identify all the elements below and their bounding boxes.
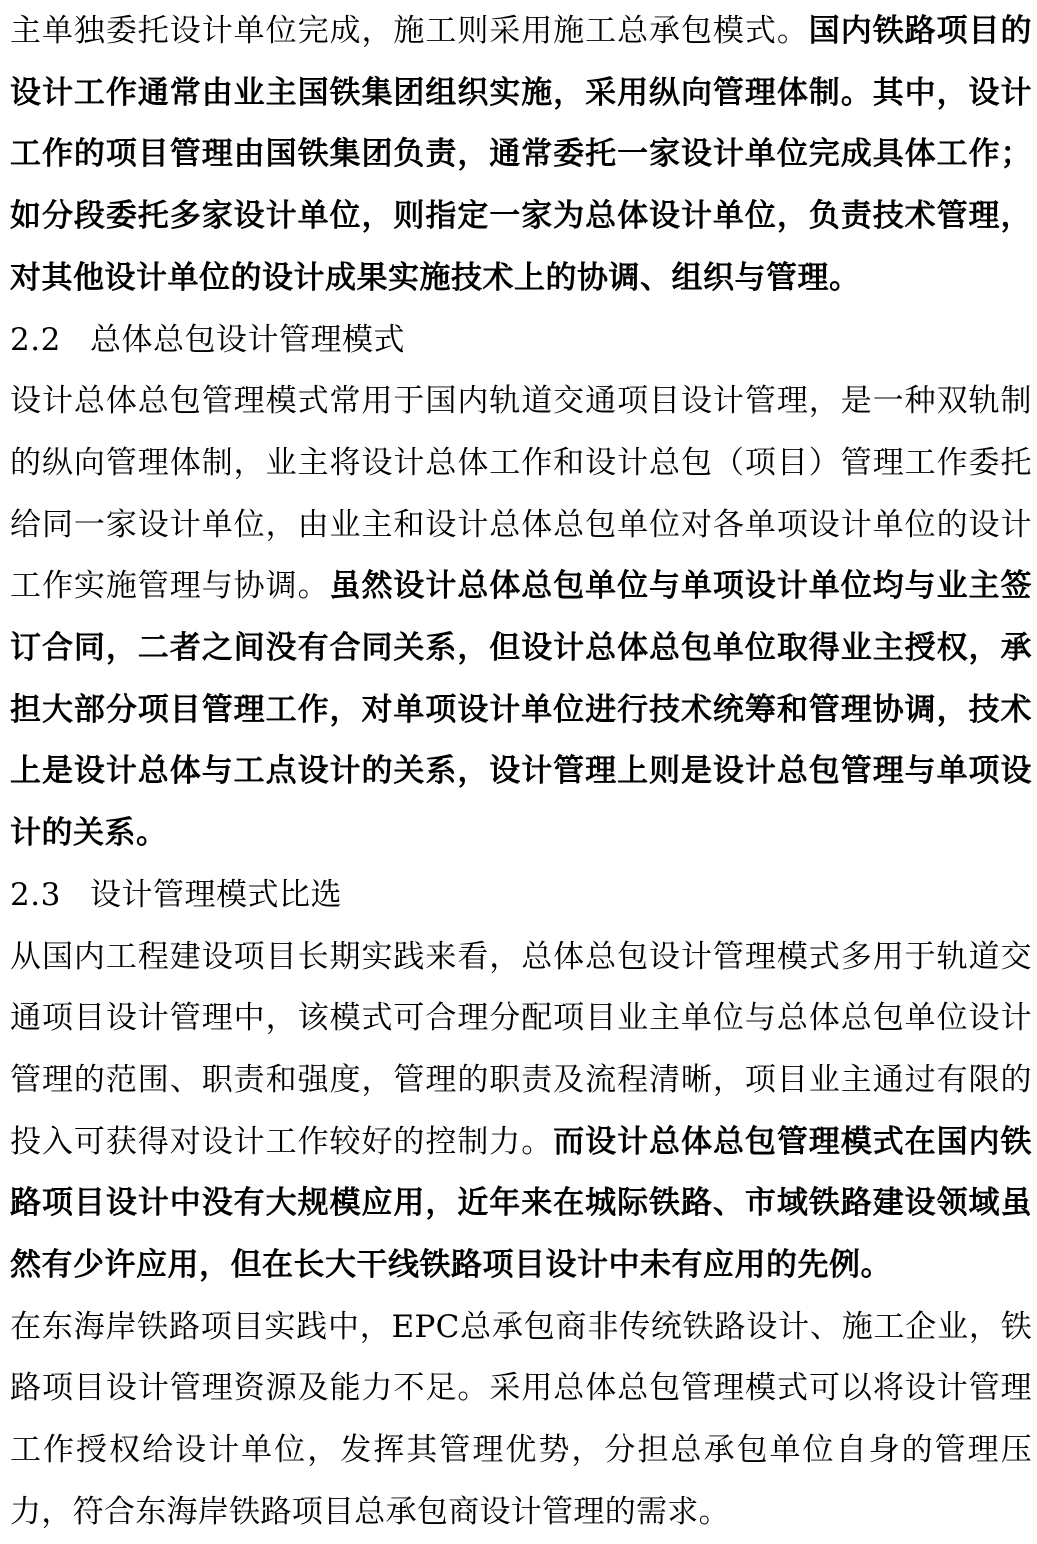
paragraph-intro-bold-text: 国内铁路项目的设计工作通常由业主国铁集团组织实施，采用纵向管理体制。其中，设计工作的项目管理由国铁集团负责，通常委托一家设计单位完成具体工作；如分段委托多家设计单位，则指定一家为总体设计单位，负责技术管理，对其他设计单位的设计成果实施技术上的协调、组织与管理。 [10, 13, 1033, 296]
section-number: 2.2 [10, 321, 61, 358]
paragraph-mode-comparison-normal-text: 从国内工程建设项目长期实践来看，总体总包设计管理模式多用于轨道交通项目设计管理中，该模式可合理分配项目业主单位与总体总包单位设计管理的范围、职责和强度，管理的职责及流程清晰，项目业主通过有限的投入可获得对设计工作较好的控制力。 [10, 938, 1032, 1160]
paragraph-east-coast-practice [10, 1297, 1032, 1544]
document-body [10, 0, 1032, 1544]
paragraph-mode-comparison [10, 927, 1032, 1297]
paragraph-east-coast-text: 在东海岸铁路项目实践中，EPC总承包商非传统铁路设计、施工企业，铁路项目设计管理资源及能力不足。采用总体总包管理模式可以将设计管理工作授权给设计单位，发挥其管理优势，分担总承包单位自身的管理压力，符合东海岸铁路项目总承包商设计管理的需求。 [10, 1308, 1032, 1530]
paragraph-intro [10, 1, 1032, 310]
section-title: 设计管理模式比选 [90, 876, 342, 913]
paragraph-general-contract-mode [10, 371, 1032, 865]
section-number: 2.3 [10, 876, 61, 913]
section-heading-2-2 [10, 310, 1032, 372]
paragraph-mode-comparison-bold-text: 而设计总体总包管理模式在国内铁路项目设计中没有大规模应用，近年来在城际铁路、市域铁路建设领域虽然有少许应用，但在长大干线铁路项目设计中未有应用的先例。 [10, 1123, 1033, 1284]
paragraph-general-contract-bold-text: 虽然设计总体总包单位与单项设计单位均与业主签订合同，二者之间没有合同关系，但设计总体总包单位取得业主授权，承担大部分项目管理工作，对单项设计单位进行技术统筹和管理协调，技术上是设计总体与工点设计的关系，设计管理上则是设计总包管理与单项设计的关系。 [10, 568, 1032, 852]
paragraph-intro-normal-text: 主单独委托设计单位完成，施工则采用施工总承包模式。 [10, 13, 809, 49]
paragraph-general-contract-normal-text: 设计总体总包管理模式常用于国内轨道交通项目设计管理，是一种双轨制的纵向管理体制，业主将设计总体工作和设计总包（项目）管理工作委托给同一家设计单位，由业主和设计总体总包单位对各单项设计单位的设计工作实施管理与协调。 [10, 383, 1032, 605]
section-heading-2-3 [10, 865, 1032, 927]
section-title: 总体总包设计管理模式 [90, 321, 405, 358]
